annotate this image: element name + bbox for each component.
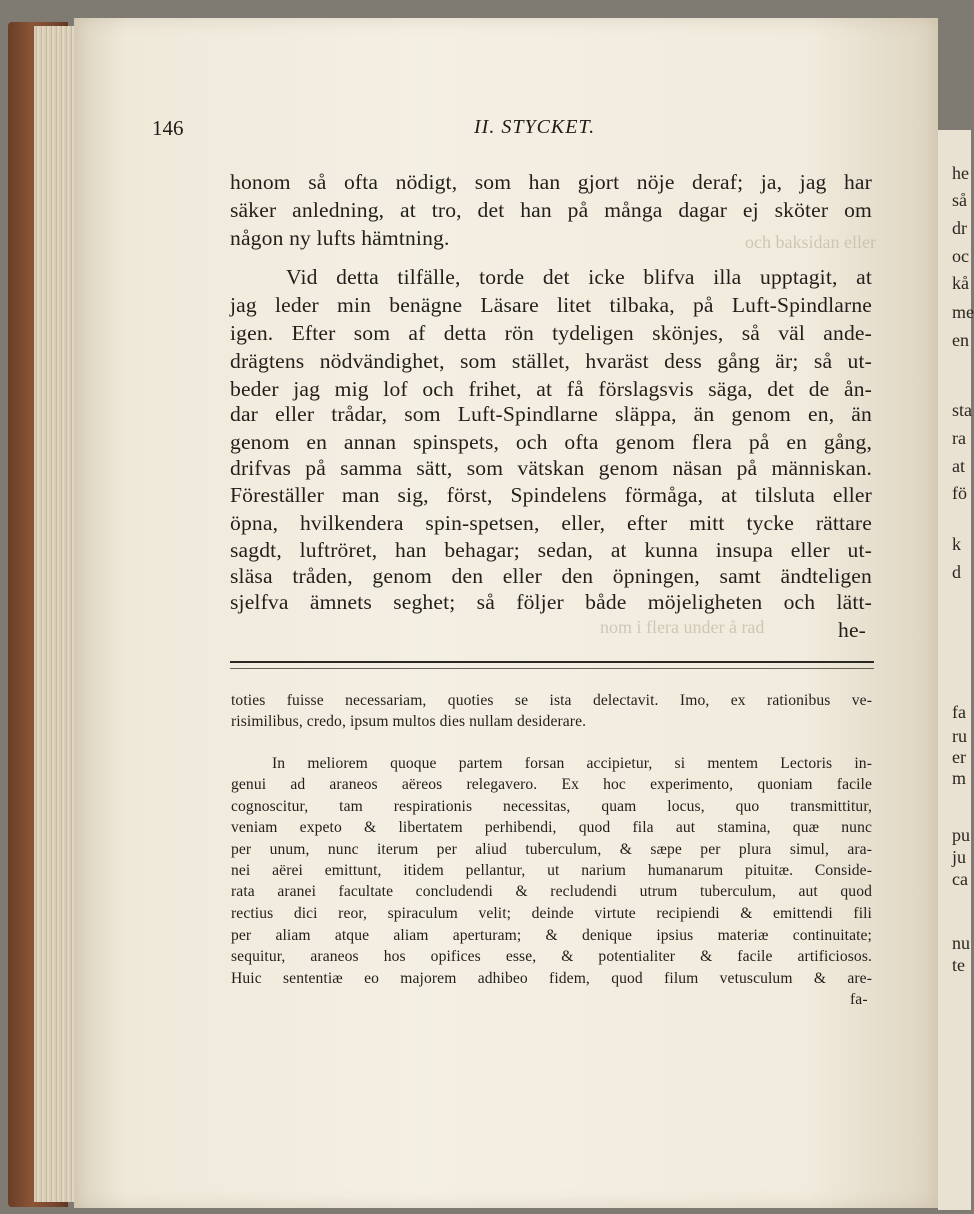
main-text-line: genom en annan spinspets, och ofta genom flera på en gång,	[230, 430, 872, 454]
footnote-line: nei aërei emittunt, itidem pellantur, ut narium humanarum pituitæ. Conside-	[231, 862, 872, 879]
facing-page-fragment: kå	[952, 273, 969, 293]
facing-page-fragment: at	[952, 456, 965, 476]
facing-page-fragment: sta	[952, 400, 972, 420]
facing-page-fragment: nu	[952, 933, 970, 953]
facing-page-fragment: er	[952, 747, 966, 767]
main-text-line: drifvas på samma sätt, som vätskan genom näsan på människan.	[230, 456, 872, 480]
footnote-line: sequitur, araneos hos opifices esse, & potentialiter & facile artificiosos.	[231, 948, 872, 965]
main-text-line: sagdt, luftröret, han behagar; sedan, at kunna insupa eller ut-	[230, 538, 872, 562]
facing-page-fragment: te	[952, 955, 965, 975]
footnote-line: per aliam atque aliam aperturam; & denique ipsius materiæ continuitate;	[231, 927, 872, 944]
bleed-through-text: nom i flera under å rad	[600, 617, 765, 637]
facing-page-fragment: så	[952, 190, 967, 210]
footnote-line: per unum, nunc iterum per aliud tuberculum, & sæpe per plura simul, ara-	[231, 841, 872, 858]
facing-page-fragment: he	[952, 163, 969, 183]
footnote-rule	[230, 661, 874, 673]
main-text-line: igen. Efter som af detta rön tydeligen skönjes, så väl ande-	[230, 321, 872, 345]
main-text-line: öpna, hvilkendera spin-spetsen, eller, efter mitt tycke rättare	[230, 511, 872, 535]
footnote-catchword: fa-	[850, 991, 868, 1008]
facing-page-fragment: fö	[952, 483, 967, 503]
facing-page-fragment: oc	[952, 246, 969, 266]
main-text-line: sjelfva ämnets seghet; så följer både möjeligheten och lätt-	[230, 590, 872, 614]
facing-page-edge	[938, 130, 974, 1210]
facing-page-fragment: dr	[952, 218, 967, 238]
main-text-line: jag leder min benägne Läsare litet tilbaka, på Luft-Spindlarne	[230, 293, 872, 317]
page-number: 146	[152, 116, 184, 140]
main-text-line: dar eller trådar, som Luft-Spindlarne släppa, än genom en, än	[230, 402, 872, 426]
footnote-line: risimilibus, credo, ipsum multos dies nullam desiderare.	[231, 713, 587, 730]
facing-page-fragment: fa	[952, 702, 966, 722]
footnote-line: rata aranei facultate concludendi & recludendi utrum tuberculum, aut quod	[231, 883, 872, 900]
footnote-line: toties fuisse necessariam, quoties se ista delectavit. Imo, ex rationibus ve-	[231, 692, 872, 709]
footnote-line: veniam expeto & libertatem perhibendi, quod fila aut stamina, quæ nunc	[231, 819, 872, 836]
main-text-line: drägtens nödvändighet, som stället, hvaräst dess gång är; så ut-	[230, 349, 872, 373]
main-text-line: någon ny lufts hämtning.	[230, 226, 450, 250]
facing-page-fragment: m	[952, 768, 967, 788]
facing-page-fragment: k	[952, 534, 961, 554]
footnote-line: In meliorem quoque partem forsan accipietur, si mentem Lectoris in-	[272, 755, 872, 772]
page-header	[152, 116, 802, 146]
main-text-line: beder jag mig lof och frihet, at få förslagsvis säga, det de ån-	[230, 377, 872, 401]
running-title: II. STYCKET.	[474, 116, 596, 138]
facing-page-fragment: ju	[952, 847, 967, 867]
facing-page-fragment: pu	[952, 825, 970, 845]
main-text-line: säker anledning, at tro, det han på många dagar ej sköter om	[230, 198, 872, 222]
facing-page-fragment: ca	[952, 869, 968, 889]
facing-page-fragment: d	[952, 562, 961, 582]
facing-page-fragment: en	[952, 330, 969, 350]
footnote-line: Huic sententiæ eo majorem adhibeo fidem, quod filum vetusculum & are-	[231, 970, 872, 987]
facing-page-fragment: me	[952, 302, 974, 322]
main-text-line: släsa tråden, genom den eller den öpningen, samt ändteligen	[230, 564, 872, 588]
footnote-line: cognoscitur, tam respirationis necessitas, quam locus, quo transmittitur,	[231, 798, 872, 815]
main-text-line: Vid detta tilfälle, torde det icke blifva illa upptagit, at	[286, 265, 872, 289]
main-text-line: honom så ofta nödigt, som han gjort nöje deraf; ja, jag har	[230, 170, 872, 194]
main-text-line: Föreställer man sig, först, Spindelens förmåga, at tilsluta eller	[230, 483, 872, 507]
catchword: he-	[838, 618, 867, 642]
bleed-through-text: och baksidan eller	[745, 232, 876, 252]
facing-page-fragment: ru	[952, 726, 967, 746]
facing-page-fragment: ra	[952, 428, 966, 448]
footnote-line: rectius dici reor, spiraculum velit; deinde virtute recipiendi & emittendi fili	[231, 905, 872, 922]
footnote-line: genui ad araneos aëreos relegavero. Ex hoc experimento, quoniam facile	[231, 776, 872, 793]
